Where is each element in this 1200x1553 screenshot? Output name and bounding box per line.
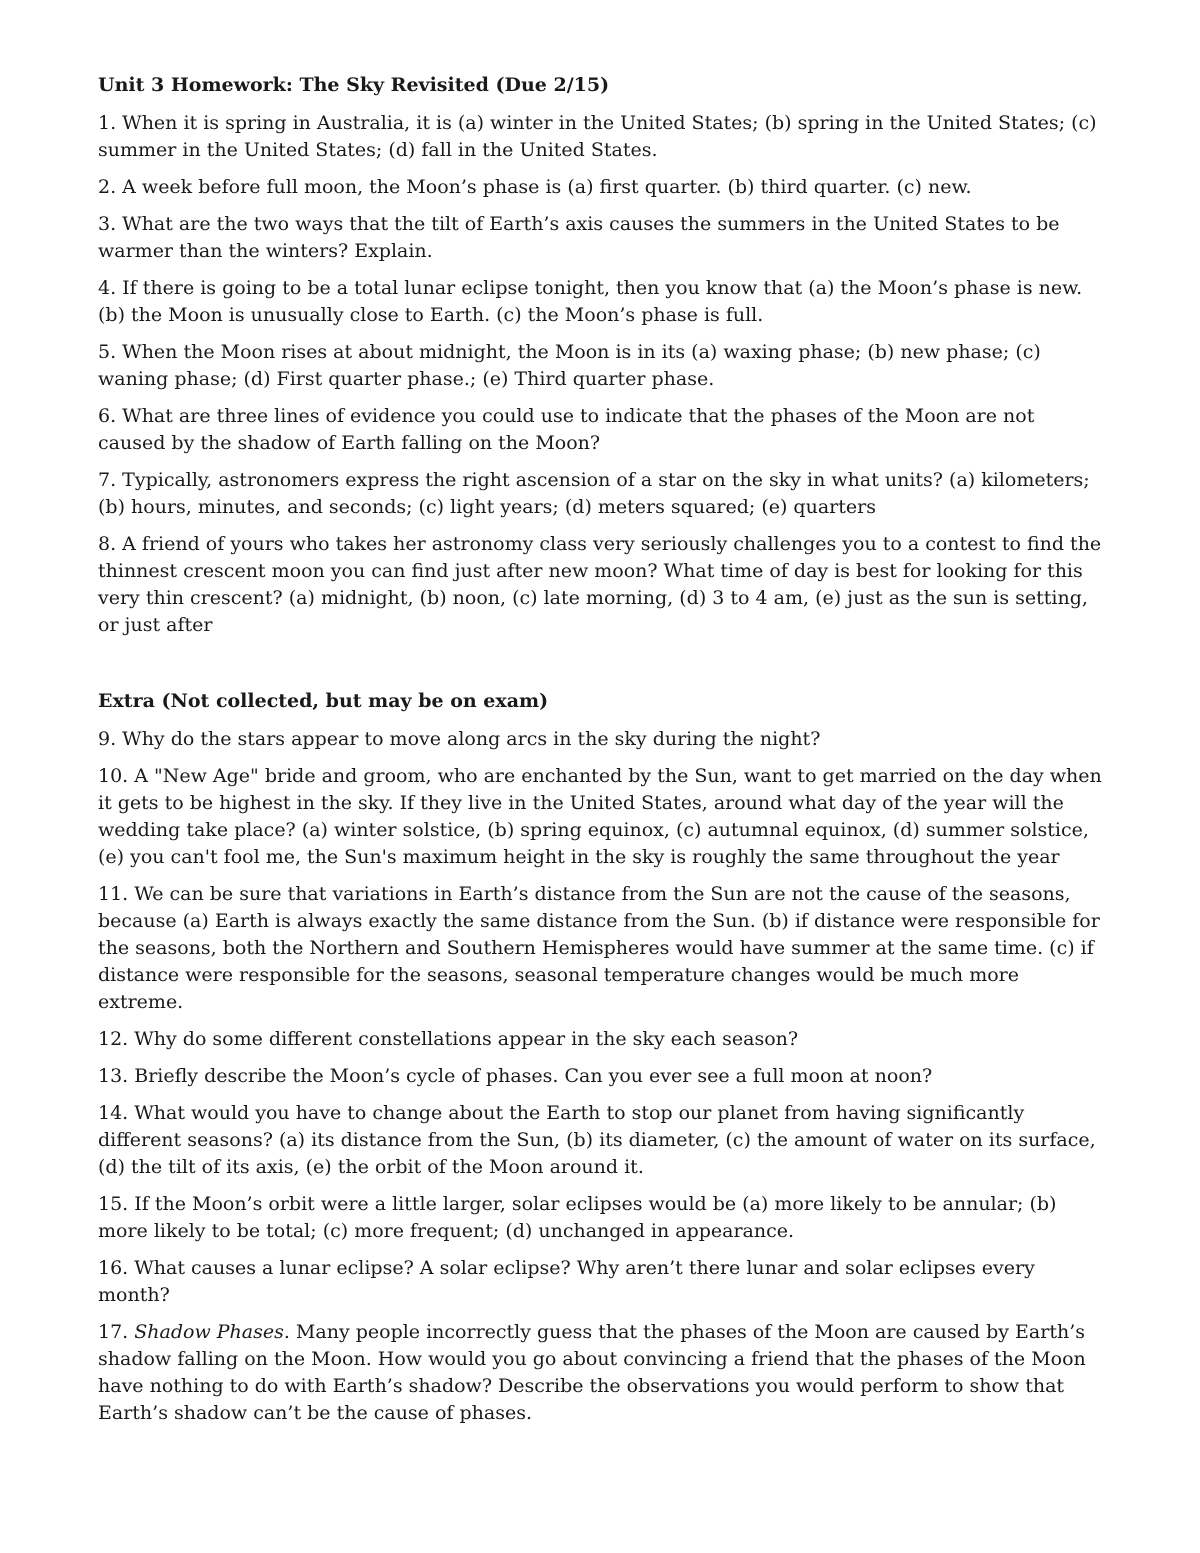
question-13: 13. Briefly describe the Moon’s cycle of phases. Can you ever see a full moon at noon? — [98, 1065, 933, 1087]
question-4: 4. If there is going to be a total lunar eclipse tonight, then you know that (a) the Moon’s phase is new. (b) the Moon is unusually close to Earth. (c) the Moon’s phase is full. — [98, 277, 1083, 326]
question-16: 16. What causes a lunar eclipse? A solar eclipse? Why aren’t there lunar and solar eclipses every month? — [98, 1257, 1035, 1306]
question-17 — [98, 1319, 1102, 1427]
question-3: 3. What are the two ways that the tilt of Earth’s axis causes the summers in the United States to be warmer than the winters? Explain. — [98, 213, 1060, 262]
page-title: Unit 3 Homework: The Sky Revisited (Due 2/15) — [98, 74, 610, 96]
question-1: 1. When it is spring in Australia, it is (a) winter in the United States; (b) spring in the United States; (c) summer in the United States; (d) fall in the United States. — [98, 112, 1097, 161]
question-10: 10. A "New Age" bride and groom, who are enchanted by the Sun, want to get married on the day when it gets to be highest in the sky. If they live in the United States, around what day of the year will the wedding take place? (a) winter solstice, (b) spring equinox, (c) autumnal equinox, (d) summer solstice, (e) you can't fool me, the Sun's maximum height in the sky is roughly the same throughout the year — [98, 765, 1102, 868]
question-8: 8. A friend of yours who takes her astronomy class very seriously challenges you to a contest to find the thinnest crescent moon you can find just after new moon? What time of day is best for looking for this very thin crescent? (a) midnight, (b) noon, (c) late morning, (d) 3 to 4 am, (e) just as the sun is setting, or just after — [98, 533, 1102, 636]
question-14: 14. What would you have to change about the Earth to stop our planet from having significantly different seasons? (a) its distance from the Sun, (b) its diameter, (c) the amount of water on its surface, (d) the tilt of its axis, (e) the orbit of the Moon around it. — [98, 1102, 1096, 1178]
question-17-number: 17. — [98, 1321, 135, 1343]
question-12: 12. Why do some different constellations appear in the sky each season? — [98, 1028, 799, 1050]
question-6: 6. What are three lines of evidence you could use to indicate that the phases of the Moon are not caused by the shadow of Earth falling on the Moon? — [98, 405, 1035, 454]
question-17-title: Shadow Phases. — [134, 1321, 290, 1343]
extra-heading: Extra (Not collected, but may be on exam) — [98, 690, 549, 712]
question-15: 15. If the Moon’s orbit were a little larger, solar eclipses would be (a) more likely to be annular; (b) more likely to be total; (c) more frequent; (d) unchanged in appearance. — [98, 1193, 1057, 1242]
question-5: 5. When the Moon rises at about midnight, the Moon is in its (a) waxing phase; (b) new phase; (c) waning phase; (d) First quarter phase.; (e) Third quarter phase. — [98, 341, 1041, 390]
homework-page — [98, 72, 1102, 1437]
section-spacer — [98, 649, 1102, 688]
question-9: 9. Why do the stars appear to move along arcs in the sky during the night? — [98, 728, 821, 750]
question-7: 7. Typically, astronomers express the right ascension of a star on the sky in what units? (a) kilometers; (b) hours, minutes, and seconds; (c) light years; (d) meters squared; (e) quarters — [98, 469, 1090, 518]
question-2: 2. A week before full moon, the Moon’s phase is (a) first quarter. (b) third quarter. (c) new. — [98, 176, 972, 198]
question-11: 11. We can be sure that variations in Earth’s distance from the Sun are not the cause of the seasons, because (a) Earth is always exactly the same distance from the Sun. (b) if distance were responsible for the seasons, both the Northern and Southern Hemispheres would have summer at the same time. (c) if distance were responsible for the seasons, seasonal temperature changes would be much more extreme. — [98, 883, 1100, 1013]
question-17-body: Many people incorrectly guess that the phases of the Moon are caused by Earth’s shadow falling on the Moon. How would you go about convincing a friend that the phases of the Moon have nothing to do with Earth’s shadow? Describe the observations you would perform to show that Earth’s shadow can’t be the cause of phases. — [98, 1321, 1086, 1424]
